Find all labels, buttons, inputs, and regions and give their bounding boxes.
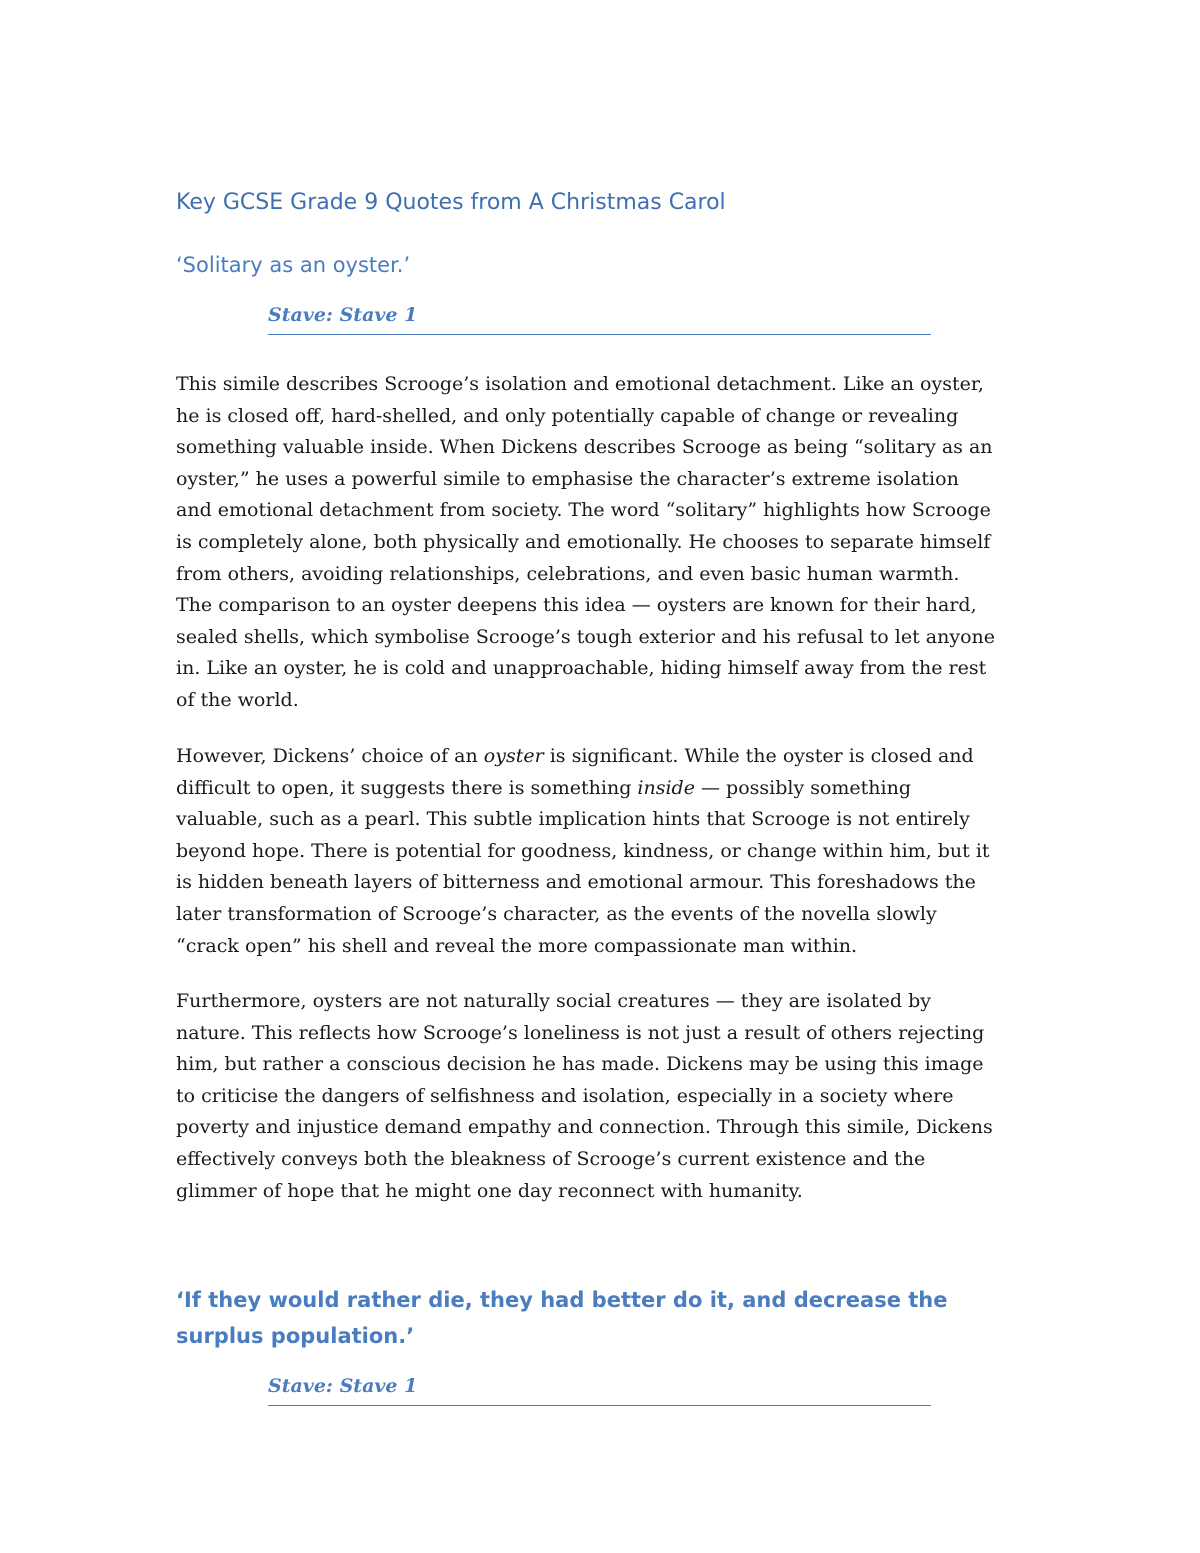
text-line: effectively conveys both the bleakness of Scrooge’s current existence and the xyxy=(176,1147,926,1170)
text-line: This simile describes Scrooge’s isolation and emotional detachment. Like an oyster, xyxy=(176,373,984,395)
text-line: poverty and injustice demand empathy and connection. Through this simile, Dickens xyxy=(176,1116,993,1139)
text-run: However, Dickens’ choice of an xyxy=(176,745,484,767)
text-line xyxy=(176,741,1026,773)
text-line: glimmer of hope that he might one day reconnect with humanity. xyxy=(176,1179,803,1202)
text-line: in. Like an oyster, he is cold and unapproachable, hiding himself away from the rest xyxy=(176,657,987,680)
text-line: oyster,” he uses a powerful simile to emphasise the character’s extreme isolation xyxy=(176,467,959,490)
text-run: — possibly something xyxy=(694,776,912,799)
text-line: nature. This reflects how Scrooge’s loneliness is not just a result of others rejecting xyxy=(176,1021,985,1044)
text-line: him, but rather a conscious decision he has made. Dickens may be using this image xyxy=(176,1053,984,1076)
text-line: to criticise the dangers of selfishness and isolation, especially in a society where xyxy=(176,1084,954,1107)
text-line: valuable, such as a pearl. This subtle implication hints that Scrooge is not entirely xyxy=(176,808,970,831)
stave-label: Stave: Stave 1 xyxy=(268,304,931,335)
quote-heading: ‘If they would rather die, they had better do it, and decrease the surplus population.’ xyxy=(176,1288,948,1348)
text-line xyxy=(176,773,1026,805)
text-line: something valuable inside. When Dickens describes Scrooge as being “solitary as an xyxy=(176,436,993,459)
analysis-paragraph xyxy=(176,741,1026,962)
text-line: later transformation of Scrooge’s character, as the events of the novella slowly xyxy=(176,902,937,925)
text-line: is hidden beneath layers of bitterness and emotional armour. This foreshadows the xyxy=(176,871,976,894)
emphasis-word: oyster xyxy=(483,745,544,767)
text-line: and emotional detachment from society. The word “solitary” highlights how Scrooge xyxy=(176,499,991,522)
text-line: of the world. xyxy=(176,688,299,711)
stave-label: Stave: Stave 1 xyxy=(268,1375,931,1406)
quote-heading: ‘Solitary as an oyster.’ xyxy=(176,253,411,277)
text-line: is completely alone, both physically and emotionally. He chooses to separate himself xyxy=(176,530,991,553)
emphasis-word: inside xyxy=(637,776,695,799)
analysis-paragraph xyxy=(176,369,1026,717)
text-line: “crack open” his shell and reveal the more compassionate man within. xyxy=(176,934,858,957)
text-line: beyond hope. There is potential for goodness, kindness, or change within him, but it xyxy=(176,839,990,862)
text-line: from others, avoiding relationships, celebrations, and even basic human warmth. xyxy=(176,562,960,585)
text-line: he is closed off, hard-shelled, and only potentially capable of change or revealing xyxy=(176,404,959,427)
text-run: difficult to open, it suggests there is something xyxy=(176,776,638,799)
text-line: The comparison to an oyster deepens this idea — oysters are known for their hard, xyxy=(176,594,977,617)
text-line: sealed shells, which symbolise Scrooge’s tough exterior and his refusal to let anyone xyxy=(176,625,995,648)
text-run: is significant. While the oyster is closed and xyxy=(543,745,974,767)
text-line: Furthermore, oysters are not naturally social creatures — they are isolated by xyxy=(176,990,931,1012)
document-title: Key GCSE Grade 9 Quotes from A Christmas Carol xyxy=(176,190,726,215)
analysis-paragraph xyxy=(176,986,1026,1207)
